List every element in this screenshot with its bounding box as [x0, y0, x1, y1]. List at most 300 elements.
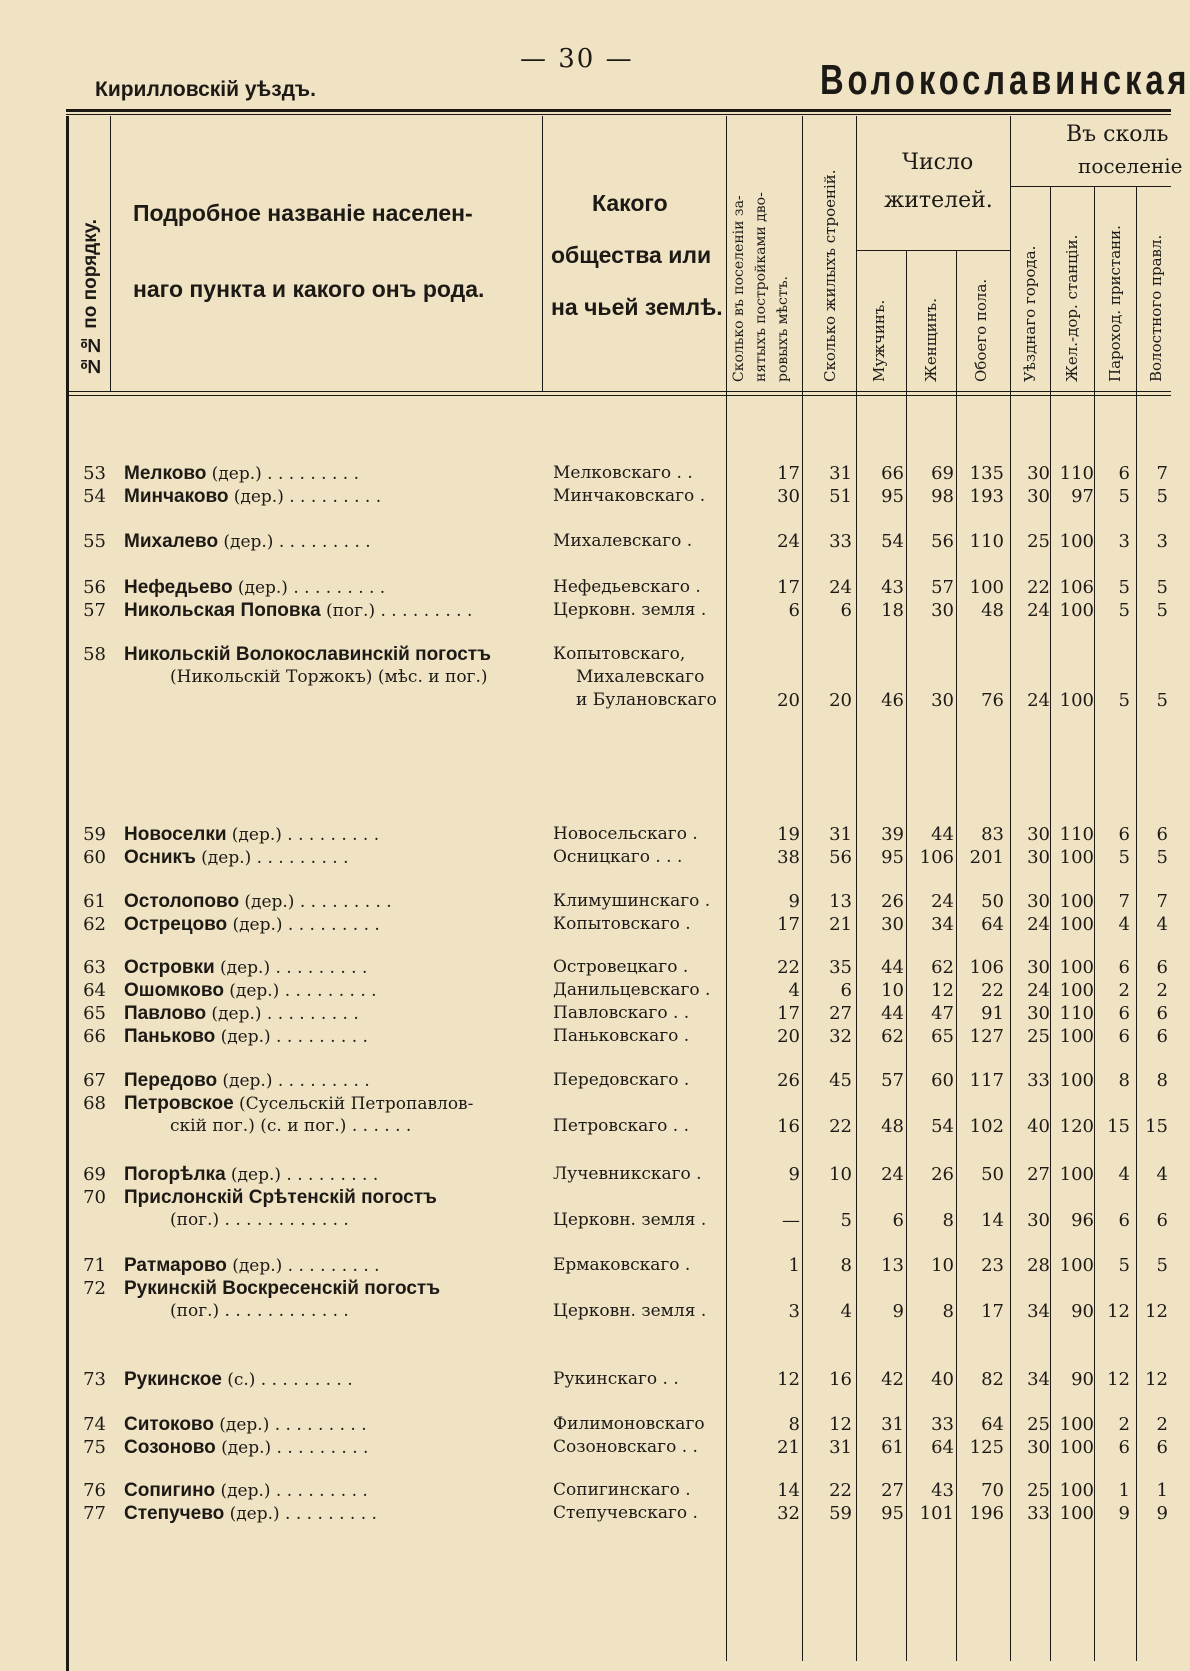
volost-distance-value: 2	[1156, 980, 1168, 1001]
place-name-continuation: скій пог.) (с. и пог.) . . . . . .	[170, 1116, 412, 1136]
female-value: 56	[931, 531, 954, 552]
buildings-value: 22	[829, 1480, 852, 1501]
place-name: Нефедьево (дер.) . . . . . . . . .	[124, 577, 386, 598]
rail-distance-value: 106	[1059, 577, 1094, 598]
society-name: Степучевскаго .	[553, 1503, 698, 1523]
male-value: 95	[881, 486, 904, 507]
society-name-line3: и Булановскаго	[576, 690, 717, 710]
header-female: Женщинъ.	[922, 298, 940, 382]
town-distance-value: 30	[1027, 824, 1050, 845]
row-number: 73	[83, 1369, 106, 1390]
steamer-distance-value: 7	[1118, 891, 1130, 912]
buildings-value: 31	[829, 1437, 852, 1458]
place-name: Мелково (дер.) . . . . . . . . .	[124, 463, 360, 484]
town-distance-value: 33	[1027, 1070, 1050, 1091]
female-value: 26	[931, 1164, 954, 1185]
male-value: 9	[892, 1301, 904, 1322]
table-row	[0, 1480, 1171, 1504]
place-name: Сопигино (дер.) . . . . . . . . .	[124, 1480, 368, 1501]
town-distance-value: 30	[1027, 486, 1050, 507]
town-distance-value: 30	[1027, 1003, 1050, 1024]
society-name: Церковн. земля .	[553, 600, 707, 620]
table-row	[0, 1437, 1171, 1461]
society-name: Петровскаго . .	[553, 1116, 690, 1136]
volost-distance-value: 5	[1156, 847, 1168, 868]
rail-distance-value: 110	[1059, 1003, 1094, 1024]
households-value: 6	[788, 600, 800, 621]
households-value: 30	[777, 486, 800, 507]
row-number: 57	[83, 600, 106, 621]
households-value: 17	[777, 1003, 800, 1024]
rail-distance-value: 100	[1059, 1503, 1094, 1524]
header-households-2: нятыхъ постройками дво-	[753, 192, 769, 382]
volost-distance-value: 6	[1156, 1003, 1168, 1024]
place-name-continuation: (пог.) . . . . . . . . . . . .	[170, 1301, 349, 1321]
steamer-distance-value: 6	[1118, 1003, 1130, 1024]
society-name: Церковн. земля .	[553, 1301, 707, 1321]
male-value: 95	[881, 847, 904, 868]
buildings-value: 5	[840, 1210, 852, 1231]
volost-distance-value: 3	[1156, 531, 1168, 552]
female-value: 12	[931, 980, 954, 1001]
steamer-distance-value: 12	[1107, 1301, 1130, 1322]
rail-distance-value: 100	[1059, 600, 1094, 621]
female-value: 69	[931, 463, 954, 484]
rail-distance-value: 100	[1059, 891, 1094, 912]
total-value: 64	[981, 914, 1004, 935]
rail-distance-value: 90	[1071, 1301, 1094, 1322]
row-number: 54	[83, 486, 106, 507]
households-value: 26	[777, 1070, 800, 1091]
male-value: 31	[881, 1414, 904, 1435]
female-value: 40	[931, 1369, 954, 1390]
row-number: 56	[83, 577, 106, 598]
volost-distance-value: 9	[1156, 1503, 1168, 1524]
volost-distance-value: 6	[1156, 1437, 1168, 1458]
rail-distance-value: 100	[1059, 1070, 1094, 1091]
total-value: 22	[981, 980, 1004, 1001]
households-value: —	[782, 1210, 800, 1231]
place-name: Никольскій Волокославинскій погостъ	[124, 644, 491, 665]
buildings-value: 20	[829, 690, 852, 711]
place-name: Передово (дер.) . . . . . . . . .	[124, 1070, 370, 1091]
female-value: 24	[931, 891, 954, 912]
total-value: 91	[981, 1003, 1004, 1024]
buildings-value: 13	[829, 891, 852, 912]
male-value: 6	[892, 1210, 904, 1231]
households-value: 9	[788, 891, 800, 912]
volost-distance-value: 7	[1156, 463, 1168, 484]
society-name: Островецкаго .	[553, 957, 689, 977]
female-value: 8	[942, 1301, 954, 1322]
rail-distance-value: 97	[1071, 486, 1094, 507]
table-row	[0, 644, 1171, 711]
rail-distance-value: 120	[1059, 1116, 1094, 1137]
buildings-value: 56	[829, 847, 852, 868]
town-distance-value: 25	[1027, 1414, 1050, 1435]
rail-distance-value: 100	[1059, 1026, 1094, 1047]
town-distance-value: 33	[1027, 1503, 1050, 1524]
households-value: 38	[777, 847, 800, 868]
steamer-distance-value: 4	[1118, 1164, 1130, 1185]
total-value: 64	[981, 1414, 1004, 1435]
buildings-value: 6	[840, 600, 852, 621]
female-value: 10	[931, 1255, 954, 1276]
households-value: 20	[777, 1026, 800, 1047]
town-distance-value: 25	[1027, 1026, 1050, 1047]
table-row	[0, 1187, 1171, 1231]
table-row	[0, 1093, 1171, 1137]
female-value: 54	[931, 1116, 954, 1137]
volost-distance-value: 15	[1145, 1116, 1168, 1137]
steamer-distance-value: 6	[1118, 1210, 1130, 1231]
male-value: 24	[881, 1164, 904, 1185]
table-row	[0, 824, 1171, 848]
society-name: Климушинскаго .	[553, 891, 711, 911]
table-row	[0, 847, 1171, 871]
society-name: Минчаковскаго .	[553, 486, 706, 506]
steamer-distance-value: 2	[1118, 980, 1130, 1001]
rail-distance-value: 96	[1071, 1210, 1094, 1231]
header-residents-line2: жителей.	[884, 188, 993, 213]
total-value: 196	[969, 1503, 1004, 1524]
volost-distance-value: 5	[1156, 577, 1168, 598]
volost-distance-value: 6	[1156, 1026, 1168, 1047]
female-value: 47	[931, 1003, 954, 1024]
rail-distance-value: 100	[1059, 980, 1094, 1001]
row-number: 68	[83, 1093, 106, 1114]
town-distance-value: 28	[1027, 1255, 1050, 1276]
rail-distance-value: 100	[1059, 957, 1094, 978]
households-value: 17	[777, 577, 800, 598]
buildings-value: 16	[829, 1369, 852, 1390]
total-value: 135	[969, 463, 1004, 484]
steamer-distance-value: 8	[1118, 1070, 1130, 1091]
households-value: 17	[777, 463, 800, 484]
rail-distance-value: 100	[1059, 690, 1094, 711]
steamer-distance-value: 5	[1118, 600, 1130, 621]
buildings-value: 8	[840, 1255, 852, 1276]
table-row	[0, 1026, 1171, 1050]
rail-distance-value: 110	[1059, 463, 1094, 484]
place-name: Павлово (дер.) . . . . . . . . .	[124, 1003, 359, 1024]
header-steamer: Пароход. пристани.	[1106, 225, 1124, 382]
total-value: 50	[981, 891, 1004, 912]
place-name: Ошомково (дер.) . . . . . . . . .	[124, 980, 377, 1001]
header-male: Мужчинъ.	[870, 299, 888, 382]
steamer-distance-value: 3	[1118, 531, 1130, 552]
male-value: 46	[881, 690, 904, 711]
male-value: 54	[881, 531, 904, 552]
steamer-distance-value: 6	[1118, 1026, 1130, 1047]
place-name: Новоселки (дер.) . . . . . . . . .	[124, 824, 380, 845]
volost-distance-value: 6	[1156, 824, 1168, 845]
place-name: Минчаково (дер.) . . . . . . . . .	[124, 486, 382, 507]
female-value: 33	[931, 1414, 954, 1435]
volost-distance-value: 4	[1156, 914, 1168, 935]
society-name: Ермаковскаго .	[553, 1255, 691, 1275]
header-volost-board: Волостного правл.	[1147, 234, 1165, 382]
table-row	[0, 1255, 1171, 1279]
row-number: 65	[83, 1003, 106, 1024]
society-name: Нефедьевскаго .	[553, 577, 701, 597]
society-name: Филимоновскаго	[553, 1414, 705, 1434]
female-value: 44	[931, 824, 954, 845]
town-distance-value: 30	[1027, 463, 1050, 484]
header-residents-line1: Число	[902, 150, 974, 175]
steamer-distance-value: 5	[1118, 847, 1130, 868]
row-number: 58	[83, 644, 106, 665]
total-value: 106	[969, 957, 1004, 978]
place-name: Осникъ (дер.) . . . . . . . . .	[124, 847, 349, 868]
society-name-line2: Михалевскаго	[576, 667, 705, 687]
female-value: 30	[931, 600, 954, 621]
female-value: 106	[919, 847, 954, 868]
header-households-1: Сколько въ поселеніи за-	[731, 195, 747, 382]
society-name: Церковн. земля .	[553, 1210, 707, 1230]
place-name-continuation: (пог.) . . . . . . . . . . . .	[170, 1210, 349, 1230]
steamer-distance-value: 4	[1118, 914, 1130, 935]
volost-distance-value: 4	[1156, 1164, 1168, 1185]
households-value: 8	[788, 1414, 800, 1435]
subheader-rule	[1010, 186, 1171, 187]
table-row	[0, 891, 1171, 915]
buildings-value: 31	[829, 824, 852, 845]
town-distance-value: 30	[1027, 847, 1050, 868]
volost-distance-value: 8	[1156, 1070, 1168, 1091]
row-number: 75	[83, 1437, 106, 1458]
society-name: Новосельскаго .	[553, 824, 698, 844]
male-value: 66	[881, 463, 904, 484]
place-name: Остолопово (дер.) . . . . . . . . .	[124, 891, 392, 912]
total-value: 125	[969, 1437, 1004, 1458]
town-distance-value: 30	[1027, 957, 1050, 978]
town-distance-value: 30	[1027, 891, 1050, 912]
total-value: 102	[969, 1116, 1004, 1137]
header-society-line2: общества или	[551, 242, 712, 268]
households-value: 19	[777, 824, 800, 845]
row-number: 76	[83, 1480, 106, 1501]
society-name: Копытовскаго .	[553, 914, 691, 934]
place-name: Петровское (Сусельскій Петропавлов-	[124, 1093, 474, 1114]
rail-distance-value: 100	[1059, 1437, 1094, 1458]
households-value: 1	[788, 1255, 800, 1276]
volost-distance-value: 5	[1156, 1255, 1168, 1276]
households-value: 17	[777, 914, 800, 935]
rail-distance-value: 110	[1059, 824, 1094, 845]
town-distance-value: 24	[1027, 980, 1050, 1001]
total-value: 83	[981, 824, 1004, 845]
female-value: 57	[931, 577, 954, 598]
male-value: 42	[881, 1369, 904, 1390]
page-number: — 30 —	[520, 44, 634, 74]
households-value: 22	[777, 957, 800, 978]
male-value: 62	[881, 1026, 904, 1047]
buildings-value: 32	[829, 1026, 852, 1047]
society-name: Данильцевскаго .	[553, 980, 711, 1000]
society-name: Лучевникскаго .	[553, 1164, 702, 1184]
buildings-value: 21	[829, 914, 852, 935]
society-name: Рукинскаго . .	[553, 1369, 679, 1389]
header-rail: Жел.-дор. станціи.	[1063, 234, 1081, 382]
buildings-value: 35	[829, 957, 852, 978]
row-number: 66	[83, 1026, 106, 1047]
male-value: 10	[881, 980, 904, 1001]
rail-distance-value: 100	[1059, 1255, 1094, 1276]
header-bottom-rule	[66, 391, 1171, 392]
total-value: 70	[981, 1480, 1004, 1501]
society-name: Сопигинскаго .	[553, 1480, 691, 1500]
volost-distance-value: 12	[1145, 1301, 1168, 1322]
steamer-distance-value: 5	[1118, 486, 1130, 507]
households-value: 12	[777, 1369, 800, 1390]
buildings-value: 10	[829, 1164, 852, 1185]
town-distance-value: 34	[1027, 1301, 1050, 1322]
volost-title: Волокославинская	[820, 56, 1190, 103]
table-row	[0, 486, 1171, 510]
buildings-value: 59	[829, 1503, 852, 1524]
town-distance-value: 40	[1027, 1116, 1050, 1137]
town-distance-value: 22	[1027, 577, 1050, 598]
rail-distance-value: 100	[1059, 847, 1094, 868]
male-value: 30	[881, 914, 904, 935]
male-value: 13	[881, 1255, 904, 1276]
society-name: Мелковскаго . .	[553, 463, 693, 483]
table-row	[0, 531, 1171, 555]
total-value: 50	[981, 1164, 1004, 1185]
header-name-line1: Подробное названіе населен-	[133, 200, 473, 226]
place-name: Острецово (дер.) . . . . . . . . .	[124, 914, 380, 935]
rail-distance-value: 100	[1059, 1414, 1094, 1435]
place-name: Степучево (дер.) . . . . . . . . .	[124, 1503, 377, 1524]
row-number: 62	[83, 914, 106, 935]
column-divider	[110, 116, 111, 391]
place-name: Рукинское (с.) . . . . . . . . .	[124, 1369, 353, 1390]
households-value: 20	[777, 690, 800, 711]
top-rule	[66, 109, 1171, 112]
society-name: Паньковскаго .	[553, 1026, 690, 1046]
table-row	[0, 463, 1171, 487]
total-value: 23	[981, 1255, 1004, 1276]
volost-distance-value: 7	[1156, 891, 1168, 912]
row-number: 61	[83, 891, 106, 912]
rail-distance-value: 100	[1059, 531, 1094, 552]
male-value: 44	[881, 1003, 904, 1024]
male-value: 43	[881, 577, 904, 598]
place-name: Созоново (дер.) . . . . . . . . .	[124, 1437, 369, 1458]
buildings-value: 27	[829, 1003, 852, 1024]
volost-distance-value: 5	[1156, 690, 1168, 711]
top-rule-thin	[66, 114, 1171, 115]
households-value: 3	[788, 1301, 800, 1322]
town-distance-value: 24	[1027, 690, 1050, 711]
steamer-distance-value: 6	[1118, 463, 1130, 484]
buildings-value: 12	[829, 1414, 852, 1435]
total-value: 127	[969, 1026, 1004, 1047]
table-row	[0, 1278, 1171, 1322]
households-value: 4	[788, 980, 800, 1001]
male-value: 26	[881, 891, 904, 912]
header-distance-line2: поселеніе	[1078, 154, 1183, 178]
place-name: Прислонскій Срѣтенскій погостъ	[124, 1187, 437, 1208]
volost-distance-value: 6	[1156, 957, 1168, 978]
table-row	[0, 1003, 1171, 1027]
town-distance-value: 25	[1027, 531, 1050, 552]
society-name: Передовскаго .	[553, 1070, 690, 1090]
female-value: 8	[942, 1210, 954, 1231]
header-total: Обоего пола.	[972, 278, 990, 382]
steamer-distance-value: 6	[1118, 824, 1130, 845]
society-name: Осницкаго . . .	[553, 847, 683, 867]
rail-distance-value: 90	[1071, 1369, 1094, 1390]
male-value: 18	[881, 600, 904, 621]
rail-distance-value: 100	[1059, 1480, 1094, 1501]
table-row	[0, 1070, 1171, 1094]
households-value: 9	[788, 1164, 800, 1185]
society-name: Павловскаго . .	[553, 1003, 690, 1023]
table-row	[0, 1503, 1171, 1527]
male-value: 44	[881, 957, 904, 978]
table-row	[0, 980, 1171, 1004]
male-value: 48	[881, 1116, 904, 1137]
total-value: 100	[969, 577, 1004, 598]
table-row	[0, 600, 1171, 624]
town-distance-value: 30	[1027, 1210, 1050, 1231]
place-name: Ситоково (дер.) . . . . . . . . .	[124, 1414, 367, 1435]
total-value: 110	[969, 531, 1004, 552]
households-value: 14	[777, 1480, 800, 1501]
female-value: 64	[931, 1437, 954, 1458]
steamer-distance-value: 6	[1118, 1437, 1130, 1458]
society-name: Копытовскаго,	[553, 644, 686, 664]
steamer-distance-value: 5	[1118, 690, 1130, 711]
volost-distance-value: 12	[1145, 1369, 1168, 1390]
buildings-value: 6	[840, 980, 852, 1001]
total-value: 17	[981, 1301, 1004, 1322]
header-bottom-rule-thin	[66, 395, 1171, 396]
total-value: 193	[969, 486, 1004, 507]
subheader-rule	[856, 250, 1010, 251]
buildings-value: 33	[829, 531, 852, 552]
header-town: Уѣзднаго города.	[1021, 245, 1039, 382]
steamer-distance-value: 2	[1118, 1414, 1130, 1435]
header-distance-line1: Въ сколь	[1066, 122, 1169, 147]
table-row	[0, 957, 1171, 981]
row-number: 69	[83, 1164, 106, 1185]
society-name: Созоновскаго . .	[553, 1437, 698, 1457]
volost-distance-value: 2	[1156, 1414, 1168, 1435]
row-number: 72	[83, 1278, 106, 1299]
buildings-value: 24	[829, 577, 852, 598]
buildings-value: 51	[829, 486, 852, 507]
female-value: 101	[919, 1503, 954, 1524]
row-number: 67	[83, 1070, 106, 1091]
steamer-distance-value: 15	[1107, 1116, 1130, 1137]
volost-distance-value: 1	[1156, 1480, 1168, 1501]
steamer-distance-value: 12	[1107, 1369, 1130, 1390]
buildings-value: 4	[840, 1301, 852, 1322]
town-distance-value: 24	[1027, 600, 1050, 621]
households-value: 24	[777, 531, 800, 552]
town-distance-value: 25	[1027, 1480, 1050, 1501]
place-name: Островки (дер.) . . . . . . . . .	[124, 957, 368, 978]
row-number: 70	[83, 1187, 106, 1208]
total-value: 82	[981, 1369, 1004, 1390]
steamer-distance-value: 5	[1118, 1255, 1130, 1276]
volost-distance-value: 6	[1156, 1210, 1168, 1231]
town-distance-value: 27	[1027, 1164, 1050, 1185]
header-society-line3: на чьей землѣ.	[551, 294, 723, 320]
